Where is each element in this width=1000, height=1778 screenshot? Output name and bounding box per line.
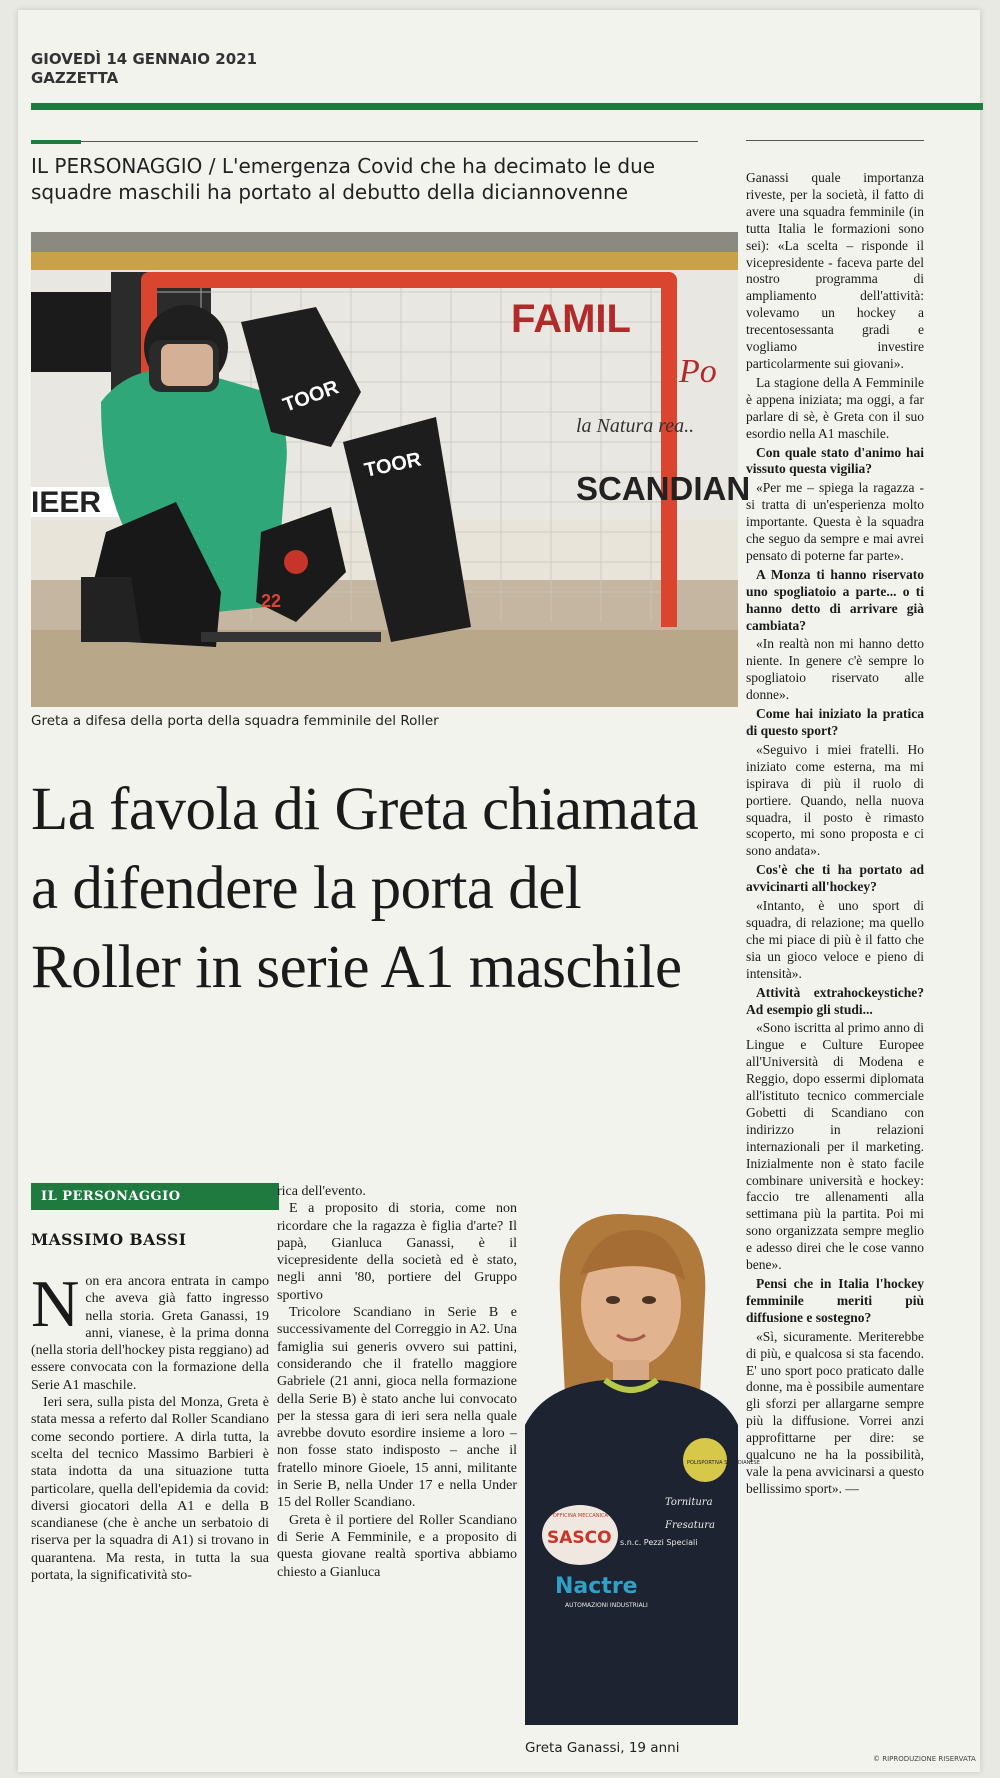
interview-question: Come hai iniziato la pratica di questo sport? <box>746 706 924 738</box>
portrait-photo-art <box>525 1205 760 1725</box>
article-column-1 <box>31 1267 269 1584</box>
kicker <box>31 153 721 205</box>
headline: La favola di Greta chiamata a difendere la porta del Roller in serie A1 maschile <box>31 776 699 1001</box>
interview-paragraph: «Seguivo i miei fratelli. Ho iniziato come esterna, ma mi ispirava di più il ruolo di portiere. Quando, nella nuova squadra, il posto è rimasto scoperto, mi sono proposta e ci sono andata». <box>746 741 924 859</box>
pad-brand-2: TOOR <box>362 448 424 482</box>
interview-question: Con quale stato d'animo hai vissuto questa vigilia? <box>746 444 924 477</box>
sign-ieer: IEER <box>31 486 102 519</box>
author: MASSIMO BASSI <box>31 1230 187 1249</box>
interview-question: A Monza ti hanno riservato uno spogliatoio a parte... o ti hanno detto di arrivare già cambiata? <box>746 566 924 633</box>
club-badge-text: POLISPORTIVA SCANDIANESE <box>687 1460 760 1466</box>
sign-famil: FAMIL <box>511 297 631 341</box>
jersey-number: 22 <box>261 591 282 611</box>
kicker-thin-rule <box>81 141 698 142</box>
portrait-caption: Greta Ganassi, 19 anni <box>525 1740 680 1756</box>
interview-paragraph: «In realtà non mi hanno detto niente. In genere c'è sempre lo spogliatoio riservato alle donne». <box>746 636 924 703</box>
interview-paragraph: La stagione della A Femminile è appena iniziata; ma oggi, a far parlare di sè, è Greta con il suo esordio nella A1 maschile. <box>746 374 924 441</box>
dropcap: N <box>31 1267 80 1341</box>
masthead-paper: GAZZETTA <box>31 69 119 87</box>
shirt-automazioni: AUTOMAZIONI INDUSTRIALI <box>565 1602 648 1609</box>
newspaper-page <box>18 10 980 1772</box>
masthead <box>31 50 257 88</box>
shirt-tornitura: Tornitura <box>665 1497 713 1508</box>
sign-po: Po <box>679 353 717 390</box>
goalkeeper-photo <box>31 232 751 707</box>
interview-text <box>746 170 924 1500</box>
interview-paragraph: «Per me – spiega la ragazza - si tratta di un'esperienza molto importante. Questa è la squadra che seguo da sempre e mai avrei pensato di poterne far parte». <box>746 480 924 563</box>
kicker-text: / L'emergenza Covid che ha decimato le due squadre maschili ha portato al debutto della diciannovenne <box>31 154 656 204</box>
kicker-tag: IL PERSONAGGIO <box>31 154 203 178</box>
column2-paragraph: E a proposito di storia, come non ricordare che la ragazza è figlia d'arte? Il papà, Gianluca Ganassi, è il vicepresidente della società ed è stato, negli anni '80, portiere del Gruppo sportivo <box>277 1201 517 1303</box>
interview-paragraph: «Intanto, è uno sport di squadra, di relazione; ma quello che mi piace di più è il fatto che sia un gioco veloce e pieno di intensità». <box>746 898 924 981</box>
sign-scandian: SCANDIAN <box>576 470 751 507</box>
kicker-rule <box>31 140 81 144</box>
interview-question: Cos'è che ti ha portato ad avvicinarti all'hockey? <box>746 862 924 895</box>
shirt-officina: OFFICINA MECCANICA <box>553 1513 608 1519</box>
column2-paragraph: Tricolore Scandiano in Serie B e successivamente del Correggio in A2. Una famiglia sui generis ovvero sui pattini, considerando che il fratello maggiore Gabriele (21 anni, gioca nella formazione della Serie B) è stato anche lui convocato per la stessa gara di ieri sera nella quale avrebbe dovuto esordire insieme a loro – non fosse stato indisposto – anche il fratello minore Gioele, 15 anni, militante in Serie B, nella Under 17 e nella Under 15 del Roller Scandiano. <box>277 1305 517 1511</box>
interview-column <box>746 140 924 1770</box>
masthead-date: GIOVEDÌ 14 GENNAIO 2021 <box>31 50 258 68</box>
goalkeeper-photo-art <box>31 232 751 707</box>
shirt-pezzi: s.n.c. Pezzi Speciali <box>620 1538 698 1547</box>
interview-column-rule <box>746 140 924 141</box>
column2-paragraph: rica dell'evento. <box>277 1184 366 1199</box>
section-label: IL PERSONAGGIO <box>31 1183 279 1210</box>
pad-brand-1: TOOR <box>280 376 342 417</box>
shirt-fresatura: Fresatura <box>665 1520 715 1531</box>
column1-paragraph: Non era ancora entrata in campo che aveva già fatto ingresso nella storia. Greta Ganassi, 19 anni, vianese, è la prima donna (nella storia dell'hockey pista reggiano) ad essere convocata con la formazione della Serie A1 maschile. <box>31 1267 269 1393</box>
sign-natura: la Natura rea.. <box>576 415 695 437</box>
column1-paragraph: Ieri sera, sulla pista del Monza, Greta è stata messa a referto dal Roller Scandiano come secondo portiere. A dirla tutta, la scelta del tecnico Massimo Barbieri è stata indotta da una situazione tutta particolare, quella dell'epidemia da covid: diversi giocatori della A1 e della B scandianese (che è anche un serbatoio di riserva per la squadra di A1) si trovano in quarantena. Ma resta, in tutta la sua portata, la significatività sto- <box>31 1395 269 1584</box>
shirt-sasco: SASCO <box>547 1528 612 1548</box>
photo-caption: Greta a difesa della porta della squadra femminile del Roller <box>31 713 439 729</box>
copyright: © RIPRODUZIONE RISERVATA <box>873 1755 976 1763</box>
article-column-2 <box>277 1183 517 1581</box>
interview-question: Pensi che in Italia l'hockey femminile meriti più diffusione e sostegno? <box>746 1276 924 1325</box>
interview-paragraph: «Sono iscritta al primo anno di Lingue e Culture Europee all'Università di Modena e Reggio, dopo essermi diplomata all'istituto tecnico commerciale Gobetti di Scandiano con indirizzo in relazioni internazionali per il marketing. Inizialmente non è stato facile combinare università e hockey: faccio tre allenamenti alla settimana più la partita. Poi mi sono organizzata sempre meglio e adesso direi che le cose vanno bene». <box>746 1020 924 1273</box>
interview-paragraph: Ganassi quale importanza riveste, per la società, il fatto di avere una squadra femminile (in tutta Italia le formazioni sono sei): «La scelta – risponde il vicepresidente - faceva parte del nostro programma di ampliamento dell'attività: volevamo un hockey a trecentosessanta gradi e vogliamo investire particolarmente sui giovani». <box>746 170 924 371</box>
shirt-nactre: Nactre <box>555 1574 638 1599</box>
interview-paragraph: «Sì, sicuramente. Meriterebbe di più, e qualcosa si sta facendo. E' uno sport poco praticato dalle donne, ma è possibile aumentare gli sforzi per allargarne sempre più la diffusione. Vorrei anzi approfittarne per dire: se qualcuno ne ha la possibilità, vale la pena avvicinarsi a questo bellissimo sport». — <box>746 1328 924 1496</box>
masthead-rule <box>31 103 983 110</box>
interview-question: Attività extrahockeystiche? Ad esempio gli studi... <box>746 984 924 1017</box>
column2-paragraph: Greta è il portiere del Roller Scandiano di Serie A Femminile, e a proposito di questa giovane realtà sportiva abbiamo chiesto a Gianluca <box>277 1512 517 1580</box>
portrait-photo <box>525 1205 760 1725</box>
